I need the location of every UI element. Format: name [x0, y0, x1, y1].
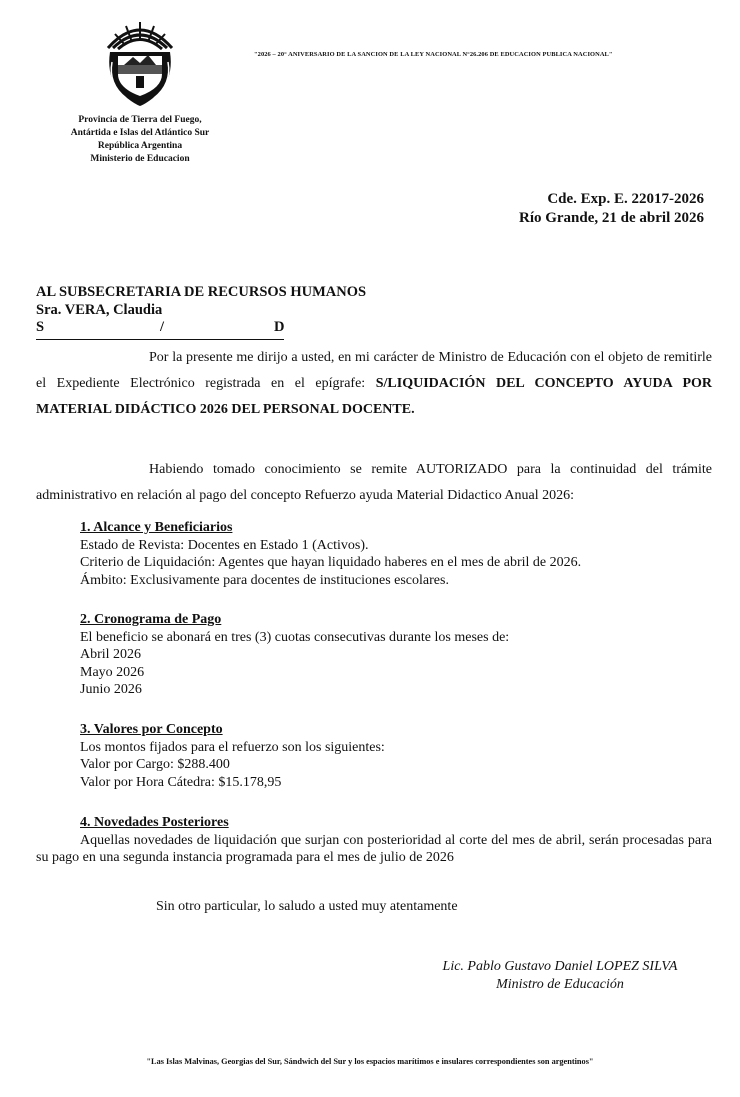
section-3 [80, 721, 385, 791]
section-4-paragraph [36, 832, 712, 867]
section-2-line: Abril 2026 [80, 647, 142, 662]
section-2 [80, 611, 509, 699]
closing-line: Sin otro particular, lo saludo a usted muy atentamente [156, 899, 458, 914]
section-4-text: Aquellas novedades de liquidación que surjan con posterioridad al corte del mes de abril, serán procesadas para su pago en una segunda instancia programada para el mes de julio de 2026 [36, 832, 712, 865]
sd-s: S [36, 319, 45, 335]
section-2-line: Mayo 2026 [80, 664, 145, 680]
reference-block [519, 190, 704, 228]
footer-motto: "Las Islas Malvinas, Georgias del Sur, Sándwich del Sur y los espacios marítimos e insulares correspondientes son argentinos" [146, 1057, 594, 1066]
sd-d: D [274, 319, 285, 335]
intro-text: Por la presente me dirijo a usted, en mi carácter de Ministro de Educación con el objeto de remitirle el Expediente Electrónico registrada en el epígrafe: [36, 350, 712, 391]
section-4 [36, 814, 712, 867]
signatory-title: Ministro de Educación [496, 977, 624, 992]
institution-line: Antártida e Islas del Atlántico Sur [70, 128, 210, 138]
authorization-text: Habiendo tomado conocimiento se remite AUTORIZADO para la continuidad del trámite administrativo en relación al pago del concepto Refuerzo ayuda Material Didactico Anual 2026: [36, 462, 712, 503]
addressee-block [36, 283, 366, 319]
authorization-paragraph [36, 457, 712, 509]
intro-paragraph [36, 345, 712, 423]
institution-line: República Argentina [97, 141, 183, 151]
anniversary-header: "2026 – 20° ANIVERSARIO DE LA SANCION DE LA LEY NACIONAL N°26.206 DE EDUCACION PUBLICA NACIONAL" [254, 51, 613, 58]
section-1-line: Estado de Revista: Docentes en Estado 1 (Activos). [80, 537, 369, 553]
signatory-name: Lic. Pablo Gustavo Daniel LOPEZ SILVA [442, 959, 678, 974]
addressee-title: AL SUBSECRETARIA DE RECURSOS HUMANOS [36, 284, 367, 300]
intro-subject: S/LIQUIDACIÓN DEL CONCEPTO AYUDA POR MATERIAL DIDÁCTICO 2026 DEL PERSONAL DOCENTE. [36, 376, 713, 417]
section-2-line: El beneficio se abonará en tres (3) cuotas consecutivas durante los meses de: [80, 629, 510, 645]
section-3-line: Valor por Cargo: $288.400 [80, 757, 230, 772]
place-date: Río Grande, 21 de abril 2026 [518, 210, 704, 226]
section-3-title: 3. Valores por Concepto [80, 722, 223, 737]
institution-line: Ministerio de Educacion [90, 154, 190, 164]
section-2-line: Junio 2026 [80, 682, 142, 697]
section-2-title: 2. Cronograma de Pago [80, 612, 222, 627]
signature-block [400, 958, 720, 994]
expediente-number: Cde. Exp. E. 22017-2026 [547, 191, 704, 207]
addressee-name: Sra. VERA, Claudia [36, 302, 163, 318]
section-1-line: Ámbito: Exclusivamente para docentes de instituciones escolares. [80, 572, 449, 588]
institution-line: Provincia de Tierra del Fuego, [78, 115, 202, 125]
section-1 [80, 519, 581, 589]
sd-slash: / [160, 319, 165, 335]
province-seal-icon [100, 18, 180, 110]
section-3-line: Valor por Hora Cátedra: $15.178,95 [80, 774, 282, 790]
section-3-line: Los montos fijados para el refuerzo son los siguientes: [80, 739, 385, 755]
su-despacho-line [36, 319, 284, 340]
section-1-line: Criterio de Liquidación: Agentes que hayan liquidado haberes en el mes de abril de 2026. [80, 555, 582, 570]
institution-block [40, 114, 240, 166]
section-1-title: 1. Alcance y Beneficiarios [80, 520, 233, 535]
section-4-title: 4. Novedades Posteriores [80, 815, 229, 830]
